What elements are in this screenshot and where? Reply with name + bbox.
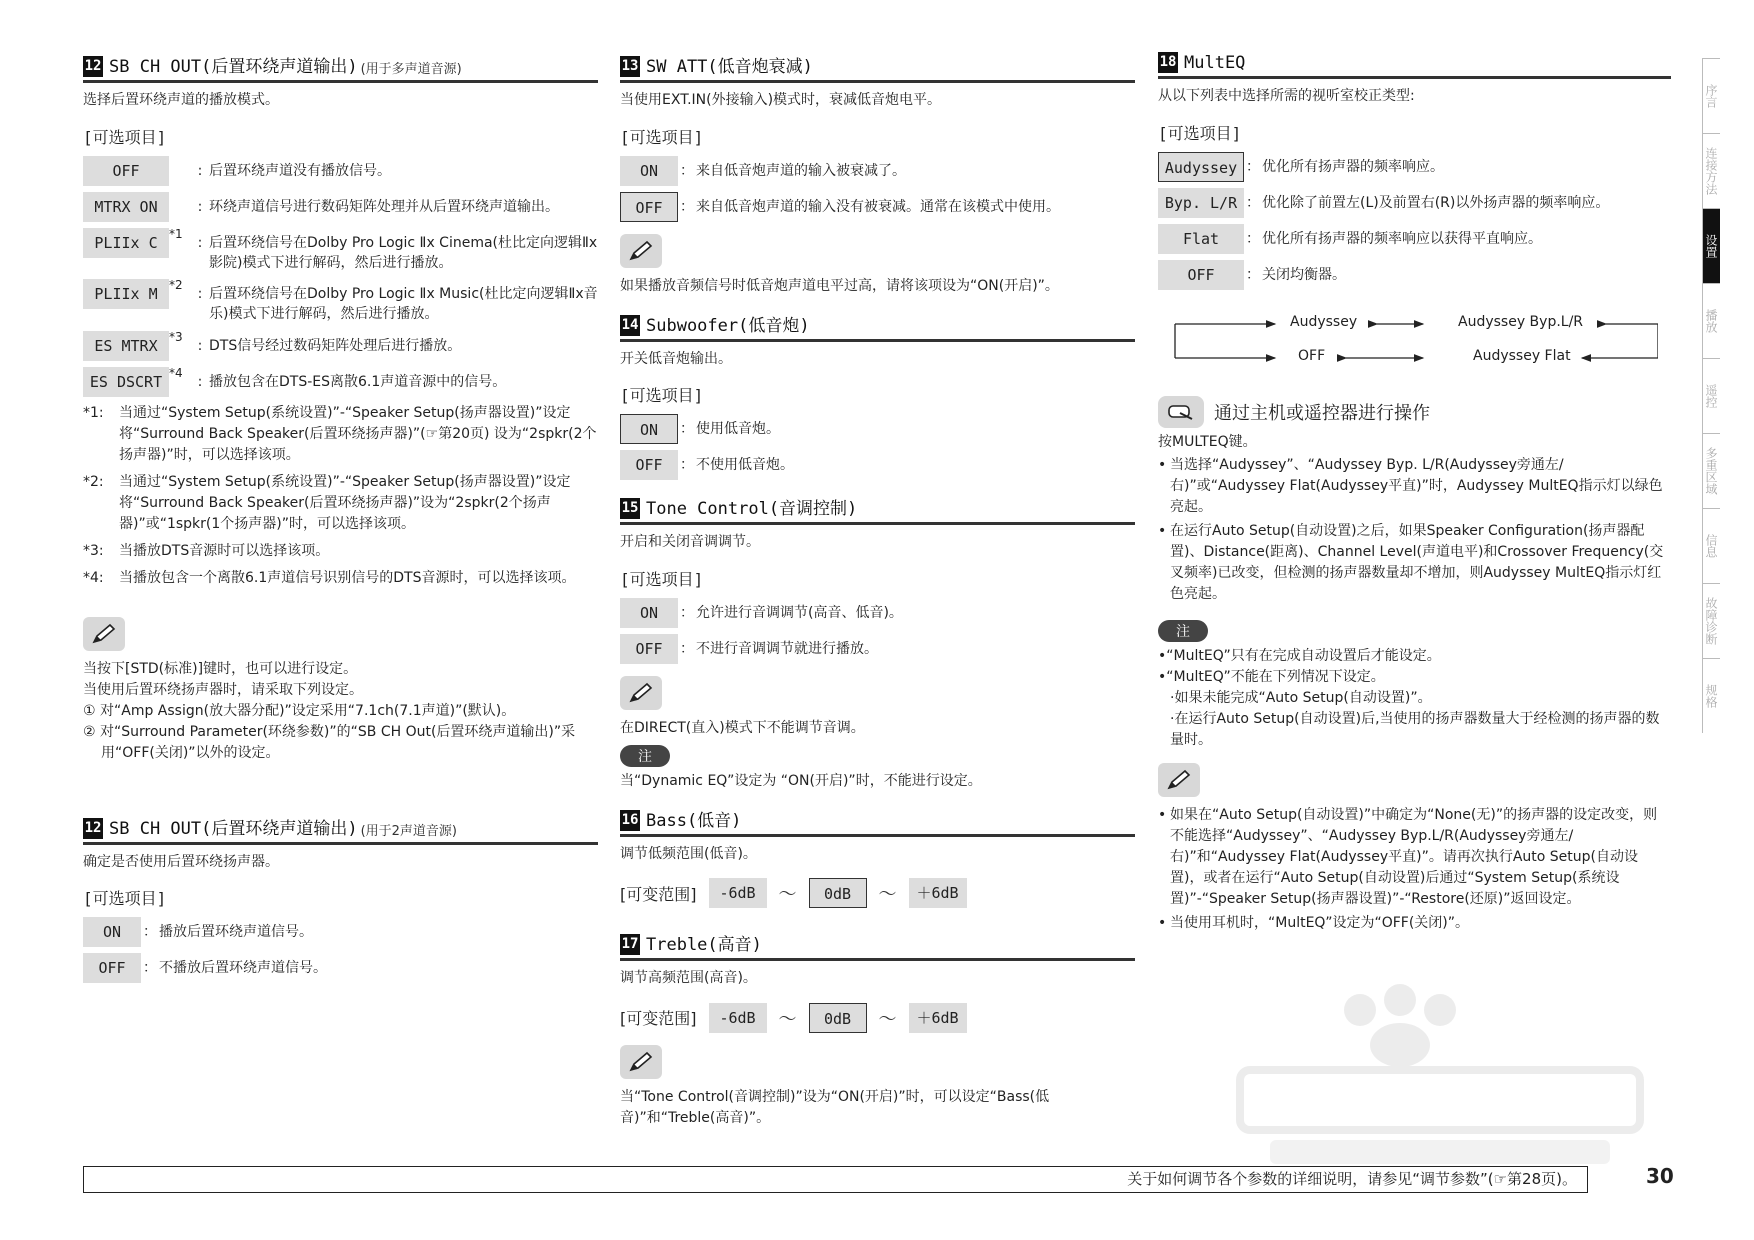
- option-tag: OFF: [620, 450, 678, 480]
- footnote-key: *1:: [83, 404, 104, 421]
- ops-bullet-list: [1158, 455, 1671, 605]
- option-row: [620, 598, 1135, 628]
- option-description: 使用低音炮。: [696, 421, 780, 438]
- option-list: [620, 156, 1135, 222]
- ops-title: 通过主机或遥控器进行操作: [1214, 402, 1430, 424]
- chapter-tab[interactable]: 播放: [1702, 283, 1720, 358]
- footnote-key: *2:: [83, 473, 104, 490]
- section-intro: 当使用EXT.IN(外接输入)模式时，衰减低音炮电平。: [620, 92, 942, 108]
- bullet-dot: •: [1158, 914, 1167, 931]
- section-intro: 调节低频范围(低音)。: [620, 845, 757, 862]
- option-row: [620, 192, 1135, 222]
- note-line: ① 对“Amp Assign(放大器分配)”设定采用“7.1ch(7.1声道)”(默认)。: [83, 702, 516, 719]
- option-description: DTS信号经过数码矩阵处理后进行播放。: [209, 337, 462, 354]
- multeq-cycle-diagram: [1158, 308, 1671, 380]
- section-title: SB CH OUT(后置环绕声道输出): [109, 818, 358, 839]
- bullet-item: [1158, 913, 1671, 934]
- colon: :: [197, 198, 203, 215]
- option-row: [620, 156, 1135, 186]
- colon: :: [197, 373, 203, 390]
- option-tag: Byp. L/R: [1158, 188, 1244, 218]
- bullet-item: [1158, 805, 1671, 910]
- option-list: [83, 917, 598, 983]
- note-text: 当“Tone Control(音调控制)”设为“ON(开启)”时，可以设定“Bass(低音)”和“Treble(高音)”。: [620, 1088, 1050, 1126]
- note-line: 当使用后置环绕扬声器时，请采取下列设定。: [83, 681, 363, 698]
- note-pencil-icon: [1158, 763, 1200, 797]
- colon: ：: [680, 640, 694, 657]
- section-title: SW ATT(低音炮衰减): [646, 57, 813, 77]
- bullet-item: [1158, 455, 1671, 518]
- flow-flat: Audyssey Flat: [1473, 347, 1571, 364]
- tilde: ～: [778, 884, 797, 906]
- section-number: 18: [1158, 52, 1178, 73]
- range-min: -6dB: [709, 878, 767, 908]
- section-header-tone-control: [620, 494, 1135, 525]
- option-tag: PLIIx C: [83, 228, 169, 258]
- bullet-dot: •: [1158, 456, 1167, 473]
- range-default: 0dB: [809, 1003, 867, 1033]
- flow-byp-lr: Audyssey Byp.L/R: [1458, 313, 1584, 330]
- option-description: 环绕声道信号进行数码矩阵处理并从后置环绕声道输出。: [209, 198, 559, 215]
- option-row: [1158, 224, 1671, 254]
- column-3: [1158, 52, 1671, 937]
- option-row: [83, 192, 598, 222]
- option-row: [1158, 260, 1671, 290]
- note-text: 在DIRECT(直入)模式下不能调节音调。: [620, 719, 865, 736]
- range-label: [可变范围]: [620, 884, 697, 904]
- section-header-sb-ch-out-2ch: [83, 814, 598, 845]
- range-max: ＋6dB: [909, 1003, 967, 1033]
- tilde: ～: [778, 1008, 797, 1030]
- section-intro: 开启和关闭音调调节。: [620, 534, 760, 551]
- option-tag: ES MTRX: [83, 331, 169, 361]
- bullet-text: 当选择“Audyssey”、“Audyssey Byp. L/R(Audyssey旁通左/右)”或“Audyssey Flat(Audyssey平直)”时，Audyssey MultEQ指示灯以绿色亮起。: [1170, 456, 1663, 515]
- colon: ：: [143, 960, 157, 977]
- section-header-treble: [620, 930, 1135, 961]
- chapter-tab[interactable]: 遥控: [1702, 358, 1720, 433]
- range-max: ＋6dB: [909, 878, 967, 908]
- note-pencil-icon: [620, 234, 662, 268]
- option-tag: ES DSCRT: [83, 367, 169, 397]
- option-description: 关闭均衡器。: [1262, 266, 1346, 283]
- options-heading: [可选项目]: [620, 569, 704, 589]
- page-number: 30: [1646, 1164, 1674, 1188]
- section-number: 12: [83, 56, 103, 77]
- notice-badge: 注: [1158, 620, 1208, 642]
- range-min: -6dB: [709, 1003, 767, 1033]
- option-tag: ON: [620, 156, 678, 186]
- option-tag: ON: [620, 414, 678, 444]
- option-tag: OFF: [620, 192, 678, 222]
- footnote-list: [83, 403, 598, 589]
- footer-reference: 关于如何调节各个参数的详细说明，请参见“调节参数”(☞第28页)。: [83, 1166, 1588, 1193]
- option-description: 优化所有扬声器的频率响应。: [1262, 158, 1444, 175]
- option-tag: OFF: [83, 156, 169, 186]
- option-list: [1158, 152, 1671, 290]
- notice-line: ·如果未能完成“Auto Setup(自动设置)”。: [1170, 689, 1432, 706]
- chapter-tab[interactable]: 规格: [1702, 658, 1720, 733]
- footnote: [83, 403, 598, 466]
- option-row: [83, 279, 598, 325]
- bullet-text: 当使用耳机时，“MultEQ”设定为“OFF(关闭)”。: [1170, 914, 1470, 931]
- note-pencil-icon: [620, 676, 662, 710]
- option-row: [1158, 152, 1671, 182]
- footnote-marker: *2: [169, 278, 183, 293]
- footnote: [83, 472, 598, 535]
- section-title: Subwoofer(低音炮): [646, 315, 810, 336]
- option-tag: Audyssey: [1158, 152, 1244, 182]
- notice-badge: 注: [620, 745, 670, 767]
- option-row: [1158, 188, 1671, 218]
- option-row: [620, 634, 1135, 664]
- notice-line: •“MultEQ”不能在下列情况下设定。: [1158, 668, 1385, 685]
- footnote-key: *3:: [83, 542, 104, 559]
- option-list: [83, 156, 598, 397]
- option-list: [620, 414, 1135, 480]
- section-title: Bass(低音): [646, 810, 742, 831]
- option-description: 优化除了前置左(L)及前置右(R)以外扬声器的频率响应。: [1262, 194, 1610, 211]
- chapter-tab[interactable]: 设置: [1702, 208, 1720, 283]
- remote-hand-icon: [1158, 396, 1204, 428]
- flow-audyssey: Audyssey: [1290, 313, 1358, 330]
- footnote-text: 当播放包含一个离散6.1声道信号识别信号的DTS音源时，可以选择该项。: [119, 569, 576, 586]
- option-row: [83, 331, 598, 361]
- colon: ：: [1246, 230, 1260, 247]
- bullet-text: 如果在“Auto Setup(自动设置)”中确定为“None(无)”的扬声器的设定改变，则不能选择“Audyssey”、“Audyssey Byp.L/R(Audyssey旁通左/右)”和“Audyssey Flat(Audyssey平直)”。请再次执行Auto Setup(自动设置)，或者在运行“Auto Setup(自动设置)后通过“System Setup(系统设置)”-“Speaker Setup(扬声器设置)”-“Restore(还原)”返回设定。: [1170, 806, 1658, 907]
- option-description: 后置环绕声道没有播放信号。: [209, 162, 391, 179]
- option-tag: PLIIx M: [83, 279, 169, 309]
- range-default: 0dB: [809, 878, 867, 908]
- option-description: 来自低音炮声道的输入被衰减了。: [696, 162, 906, 179]
- option-description: 不播放后置环绕声道信号。: [159, 960, 327, 977]
- colon: :: [197, 162, 203, 179]
- footnote: [83, 568, 598, 589]
- section-header-subwoofer: [620, 311, 1135, 342]
- section-header-multeq: [1158, 52, 1671, 79]
- colon: :: [197, 337, 203, 354]
- footnote-marker: *4: [169, 365, 183, 380]
- chapter-tab[interactable]: 序言: [1702, 58, 1720, 133]
- section-number: 16: [620, 810, 640, 831]
- colon: ：: [680, 457, 694, 474]
- section-intro: 选择后置环绕声道的播放模式。: [83, 92, 279, 108]
- note-pencil-icon: [620, 1045, 662, 1079]
- footnote-text: 当通过“System Setup(系统设置)”-“Speaker Setup(扬声器设置)”设定将“Surround Back Speaker(后置环绕扬声器)”设为“2spkr(2个扬声器)”或“1spkr(1个扬声器)”时，可以选择该项。: [119, 473, 571, 532]
- option-row: [83, 156, 598, 186]
- footnote-text: 当播放DTS音源时可以选择该项。: [119, 542, 330, 559]
- section-title: SB CH OUT(后置环绕声道输出): [109, 57, 358, 77]
- colon: ：: [680, 198, 694, 215]
- option-description: 优化所有扬声器的频率响应以获得平直响应。: [1262, 230, 1542, 247]
- option-tag: OFF: [620, 634, 678, 664]
- section-intro: 调节高频范围(高音)。: [620, 970, 757, 987]
- section-number: 17: [620, 934, 640, 955]
- option-description: 来自低音炮声道的输入没有被衰减。通常在该模式中使用。: [696, 198, 1060, 215]
- chapter-tab[interactable]: 信息: [1702, 508, 1720, 583]
- column-2: [620, 52, 1135, 1129]
- option-row: [620, 450, 1135, 480]
- treble-range: [620, 1003, 1135, 1033]
- note-bullet-list: [1158, 805, 1671, 934]
- range-label: [可变范围]: [620, 1009, 697, 1029]
- note-text: 如果播放音频信号时低音炮声道电平过高，请将该项设为“ON(开启)”。: [620, 277, 1059, 294]
- section-number: 14: [620, 315, 640, 336]
- ops-intro: 按MULTEQ键。: [1158, 433, 1257, 450]
- bullet-item: [1158, 521, 1671, 605]
- colon: ：: [680, 162, 694, 179]
- options-heading: [可选项目]: [620, 386, 704, 406]
- option-description: 不进行音调调节就进行播放。: [696, 640, 878, 657]
- colon: ：: [680, 604, 694, 621]
- chapter-tab[interactable]: 连接方法: [1702, 133, 1720, 208]
- footnote-text: 当通过“System Setup(系统设置)”-“Speaker Setup(扬声器设置)”设定将“Surround Back Speaker(后置环绕扬声器)”(☞第20页) 设为“2spkr(2个扬声器)”时，可以选择该项。: [119, 404, 597, 463]
- section-number: 13: [620, 56, 640, 77]
- option-tag: OFF: [83, 953, 141, 983]
- section-title: Treble(高音): [646, 935, 762, 956]
- option-tag: ON: [620, 598, 678, 628]
- column-1: [83, 52, 598, 989]
- option-row: [83, 953, 598, 983]
- notice-text: 当“Dynamic EQ”设定为 “ON(开启)”时，不能进行设定。: [620, 772, 982, 789]
- section-subtitle: (用于2声道音源): [360, 823, 458, 839]
- option-row: [83, 917, 598, 947]
- option-description: 后置环绕信号在Dolby Pro Logic Ⅱx Cinema(杜比定向逻辑Ⅱx影院)模式下进行解码，然后进行播放。: [209, 234, 598, 271]
- section-header-sw-att: [620, 52, 1135, 83]
- ops-heading: [1158, 396, 1671, 428]
- footnote: [83, 541, 598, 562]
- section-number: 12: [83, 818, 103, 839]
- option-row: [83, 228, 598, 274]
- chapter-tab[interactable]: 故障诊断: [1702, 583, 1720, 658]
- option-description: 不使用低音炮。: [696, 457, 794, 474]
- section-header-sb-ch-out-multi: [83, 52, 598, 83]
- note-text: [83, 659, 598, 764]
- colon: ：: [680, 421, 694, 438]
- option-tag: OFF: [1158, 260, 1244, 290]
- section-intro: 确定是否使用后置环绕扬声器。: [83, 853, 279, 870]
- colon: ：: [1246, 266, 1260, 283]
- note-line: 当按下[STD(标准)]键时，也可以进行设定。: [83, 660, 358, 677]
- options-heading: [可选项目]: [620, 127, 704, 147]
- option-description: 播放包含在DTS-ES离散6.1声道音源中的信号。: [209, 373, 507, 390]
- section-title: MultEQ: [1184, 53, 1246, 73]
- baidu-watermark-logo: [1230, 970, 1650, 1170]
- options-heading: [可选项目]: [83, 889, 167, 909]
- option-tag: Flat: [1158, 224, 1244, 254]
- bullet-dot: •: [1158, 522, 1167, 539]
- options-heading: [可选项目]: [83, 127, 167, 147]
- section-intro: 开关低音炮输出。: [620, 350, 732, 367]
- option-description: 后置环绕信号在Dolby Pro Logic Ⅱx Music(杜比定向逻辑Ⅱx音乐)模式下进行解码，然后进行播放。: [209, 286, 598, 323]
- notice-list: [1158, 646, 1671, 751]
- section-intro: 从以下列表中选择所需的视听室校正类型:: [1158, 88, 1415, 104]
- option-list: [620, 598, 1135, 664]
- option-row: [620, 414, 1135, 444]
- footnote-marker: *3: [169, 329, 183, 344]
- colon: :: [197, 286, 203, 303]
- section-header-bass: [620, 806, 1135, 837]
- footnote-key: *4:: [83, 569, 104, 586]
- option-tag: ON: [83, 917, 141, 947]
- flow-off: OFF: [1298, 347, 1326, 364]
- notice-line: •“MultEQ”只有在完成自动设置后才能设定。: [1158, 647, 1441, 664]
- option-tag: MTRX ON: [83, 192, 169, 222]
- chapter-tab[interactable]: 多重区域: [1702, 433, 1720, 508]
- tilde: ～: [878, 1008, 897, 1030]
- bass-range: [620, 878, 1135, 908]
- notice-line: ·在运行Auto Setup(自动设置)后,当使用的扬声器数量大于经检测的扬声器的数量时。: [1170, 710, 1660, 748]
- option-description: 允许进行音调调节(高音、低音)。: [696, 604, 903, 621]
- bullet-text: 在运行Auto Setup(自动设置)之后，如果Speaker Configuration(扬声器配置)、Distance(距离)、Channel Level(声道电平)和Crossover Frequency(交叉频率)已改变，但检测的扬声器数量却不增加，则Audyssey MultEQ指示灯红色亮起。: [1170, 522, 1664, 602]
- colon: ：: [1246, 194, 1260, 211]
- option-description: 播放后置环绕声道信号。: [159, 924, 313, 941]
- options-heading: [可选项目]: [1158, 123, 1242, 143]
- colon: ：: [1246, 158, 1260, 175]
- colon: :: [197, 234, 203, 251]
- chapter-tabs: [1702, 58, 1754, 733]
- option-row: [83, 367, 598, 397]
- section-subtitle: (用于多声道音源): [360, 62, 462, 77]
- section-title: Tone Control(音调控制): [646, 499, 858, 520]
- note-line: ② 对“Surround Parameter(环绕参数)”的“SB CH Out(后置环绕声道输出)”采用“OFF(关闭)”以外的设定。: [83, 723, 576, 761]
- note-pencil-icon: [83, 617, 125, 651]
- colon: ：: [143, 924, 157, 941]
- tilde: ～: [878, 884, 897, 906]
- footnote-marker: *1: [169, 226, 183, 241]
- bullet-dot: •: [1158, 806, 1167, 823]
- section-number: 15: [620, 498, 640, 519]
